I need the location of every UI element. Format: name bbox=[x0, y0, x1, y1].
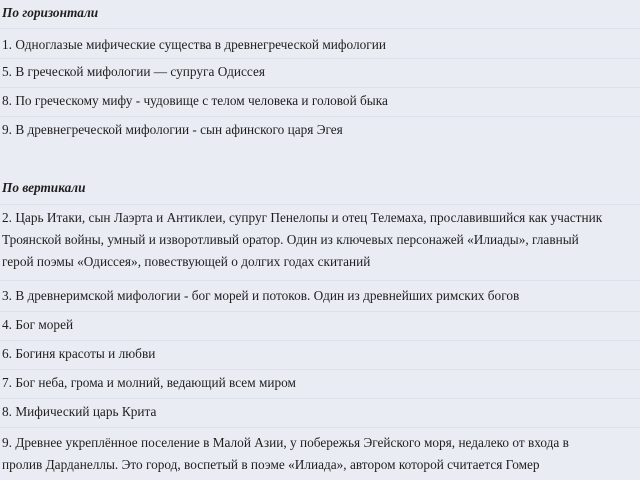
clue-vertical-4 bbox=[2, 316, 73, 334]
divider bbox=[0, 87, 640, 88]
clue-number: 6. bbox=[2, 346, 12, 361]
clue-vertical-2-line-2: Троянской войны, умный и изворотливый оратор. Один из ключевых персонажей «Илиады», главный bbox=[2, 232, 579, 247]
clue-number: 7. bbox=[2, 375, 12, 390]
clue-text: По греческому мифу - чудовище с телом человека и головой быка bbox=[15, 93, 388, 108]
clue-horizontal-1 bbox=[2, 36, 386, 54]
clue-text: Царь Итаки, сын Лаэрта и Антиклеи, супруг Пенелопы и отец Телемаха, прославившийся как участник bbox=[15, 210, 603, 225]
clue-number: 9. bbox=[2, 435, 12, 450]
clue-text: В древнегреческой мифологии - сын афинского царя Эгея bbox=[15, 122, 343, 137]
clue-number: 5. bbox=[2, 64, 12, 79]
clue-number: 2. bbox=[2, 210, 12, 225]
clue-vertical-7 bbox=[2, 374, 296, 392]
clue-vertical-9 bbox=[2, 434, 569, 452]
clue-vertical-3 bbox=[2, 287, 519, 305]
clue-horizontal-9 bbox=[2, 121, 343, 139]
clue-number: 8. bbox=[2, 404, 12, 419]
divider bbox=[0, 369, 640, 370]
clue-number: 9. bbox=[2, 122, 12, 137]
clue-number: 3. bbox=[2, 288, 12, 303]
clue-text: Древнее укреплённое поселение в Малой Азии, у побережья Эгейского моря, недалеко от входа в bbox=[15, 435, 569, 450]
clue-vertical-2 bbox=[2, 209, 602, 227]
clue-vertical-6 bbox=[2, 345, 155, 363]
clue-text: В греческой мифологии — супруга Одиссея bbox=[15, 64, 265, 79]
clue-text: Бог морей bbox=[15, 317, 74, 332]
clue-vertical-9-line-2: пролив Дарданеллы. Это город, воспетый в поэме «Илиада», автором которой считается Гомер bbox=[2, 457, 540, 472]
divider bbox=[0, 28, 640, 29]
clue-vertical-8 bbox=[2, 403, 156, 421]
clue-text: Одноглазые мифические существа в древнегреческой мифологии bbox=[15, 37, 386, 52]
clue-number: 8. bbox=[2, 93, 12, 108]
clue-text: Богиня красоты и любви bbox=[15, 346, 156, 361]
clue-text: Бог неба, грома и молний, ведающий всем миром bbox=[15, 375, 296, 390]
divider bbox=[0, 398, 640, 399]
clue-number: 1. bbox=[2, 37, 12, 52]
clue-text: В древнеримской мифологии - бог морей и потоков. Один из древнейших римских богов bbox=[15, 288, 520, 303]
divider bbox=[0, 340, 640, 341]
section-heading-vertical: По вертикали bbox=[2, 180, 86, 195]
clue-text: Мифический царь Крита bbox=[15, 404, 157, 419]
divider bbox=[0, 58, 640, 59]
section-heading-horizontal: По горизонтали bbox=[2, 5, 99, 20]
clue-horizontal-8 bbox=[2, 92, 388, 110]
divider bbox=[0, 116, 640, 117]
clue-horizontal-5 bbox=[2, 63, 265, 81]
divider bbox=[0, 311, 640, 312]
divider bbox=[0, 280, 640, 281]
divider bbox=[0, 427, 640, 428]
clue-number: 4. bbox=[2, 317, 12, 332]
clue-vertical-2-line-3: герой поэмы «Одиссея», повествующей о долгих годах скитаний bbox=[2, 254, 371, 269]
divider bbox=[0, 204, 640, 205]
